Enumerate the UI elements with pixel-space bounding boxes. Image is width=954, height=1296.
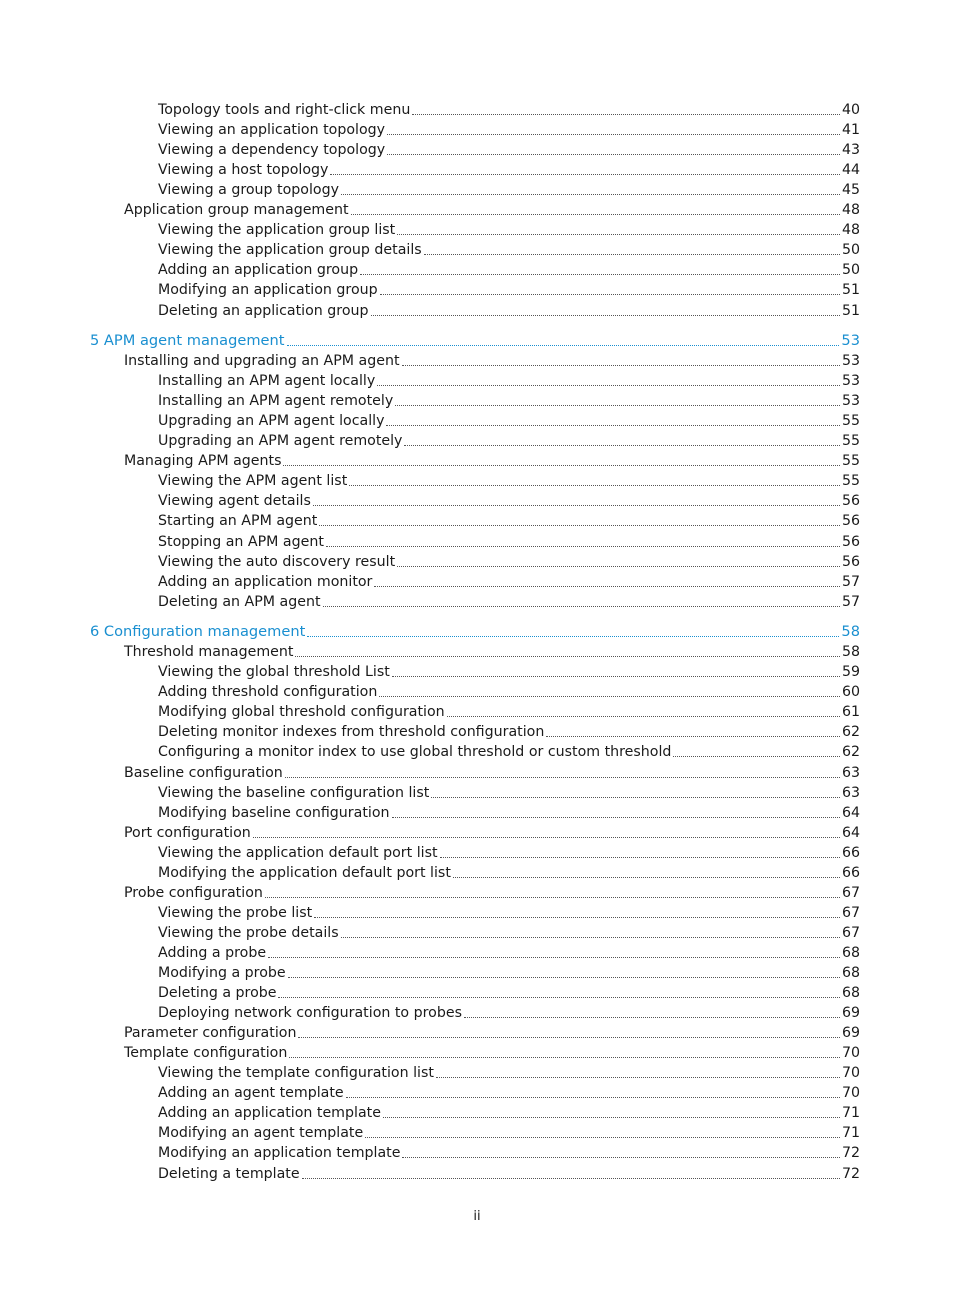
toc-entry[interactable] <box>158 1004 860 1022</box>
toc-entry[interactable] <box>158 573 860 591</box>
dot-leader <box>289 1057 840 1058</box>
toc-entry-title: Installing an APM agent remotely <box>158 393 394 410</box>
dot-leader <box>397 234 840 235</box>
dot-leader <box>380 294 840 295</box>
dot-leader <box>387 154 840 155</box>
toc-entry-page: 41 <box>841 122 860 139</box>
toc-entry-title: Template configuration <box>124 1045 288 1062</box>
dot-leader <box>386 425 839 426</box>
toc-entry-page: 56 <box>841 513 860 530</box>
toc-entry-title: Viewing a dependency topology <box>158 142 386 159</box>
dot-leader <box>436 1077 840 1078</box>
toc-entry-page: 53 <box>841 331 860 349</box>
toc-entry[interactable] <box>124 352 860 370</box>
toc-entry[interactable] <box>158 372 860 390</box>
toc-chapter-entry[interactable] <box>90 332 860 350</box>
dot-leader <box>447 716 840 717</box>
toc-entry[interactable] <box>158 533 860 551</box>
toc-entry-title: Modifying global threshold configuration <box>158 704 445 721</box>
toc-entry-title: Upgrading an APM agent remotely <box>158 433 403 450</box>
toc-entry[interactable] <box>158 924 860 942</box>
dot-leader <box>412 114 840 115</box>
toc-entry-page: 62 <box>841 744 860 761</box>
dot-leader <box>392 817 840 818</box>
toc-entry[interactable] <box>124 452 860 470</box>
toc-entry[interactable] <box>158 512 860 530</box>
dot-leader <box>392 676 840 677</box>
toc-entry[interactable] <box>158 261 860 279</box>
toc-entry-title: Modifying baseline configuration <box>158 804 390 821</box>
toc-entry-title: Stopping an APM agent <box>158 533 324 550</box>
toc-entry-page: 50 <box>841 262 860 279</box>
toc-entry[interactable] <box>158 1104 860 1122</box>
dot-leader <box>374 586 840 587</box>
toc-entry[interactable] <box>158 743 860 761</box>
toc-entry-page: 55 <box>841 473 860 490</box>
toc-entry-title: Viewing the probe list <box>158 904 313 921</box>
toc-entry-page: 51 <box>841 282 860 299</box>
toc-entry[interactable] <box>158 683 860 701</box>
dot-leader <box>319 525 840 526</box>
toc-entry[interactable] <box>158 844 860 862</box>
toc-entry[interactable] <box>124 884 860 902</box>
toc-entry[interactable] <box>158 1084 860 1102</box>
dot-leader <box>323 606 840 607</box>
dot-leader <box>313 505 840 506</box>
dot-leader <box>302 1178 840 1179</box>
toc-entry[interactable] <box>158 964 860 982</box>
toc-entry-page: 70 <box>841 1045 860 1062</box>
toc-entry[interactable] <box>158 1064 860 1082</box>
toc-entry-title: Viewing the baseline configuration list <box>158 784 430 801</box>
toc-entry[interactable] <box>158 723 860 741</box>
toc-entry-title: Installing an APM agent locally <box>158 373 376 390</box>
toc-entry-page: 60 <box>841 684 860 701</box>
dot-leader <box>288 977 840 978</box>
toc-entry-page: 53 <box>841 353 860 370</box>
toc-entry-title: Port configuration <box>124 824 251 841</box>
dot-leader <box>402 1157 839 1158</box>
toc-entry-page: 67 <box>841 924 860 941</box>
toc-entry-title: Viewing the APM agent list <box>158 473 348 490</box>
toc-chapter-entry[interactable] <box>90 623 860 641</box>
dot-leader <box>283 465 839 466</box>
toc-entry-page: 69 <box>841 1005 860 1022</box>
toc-entry-page: 61 <box>841 704 860 721</box>
toc-entry-title: Deleting monitor indexes from threshold configuration <box>158 724 545 741</box>
toc-entry[interactable] <box>158 492 860 510</box>
toc-entry-title: Adding an application monitor <box>158 573 373 590</box>
dot-leader <box>453 877 840 878</box>
toc-entry-title: Viewing a host topology <box>158 162 329 179</box>
dot-leader <box>371 315 840 316</box>
toc-entry-title: Viewing the template configuration list <box>158 1065 434 1082</box>
toc-entry-title: Viewing a group topology <box>158 182 339 199</box>
toc-entry-title: Viewing the probe details <box>158 924 339 941</box>
dot-leader <box>298 1037 840 1038</box>
toc-entry-page: 72 <box>841 1145 860 1162</box>
toc-entry[interactable] <box>158 864 860 882</box>
toc-entry-title: Deleting an APM agent <box>158 593 321 610</box>
toc-entry-title: Adding threshold configuration <box>158 684 378 701</box>
dot-leader <box>295 656 839 657</box>
toc-entry[interactable] <box>158 432 860 450</box>
toc-entry[interactable] <box>124 1024 860 1042</box>
toc-entry-title: Modifying an application template <box>158 1145 401 1162</box>
toc-entry-page: 69 <box>841 1025 860 1042</box>
dot-leader <box>346 1097 840 1098</box>
dot-leader <box>546 736 840 737</box>
toc-entry-page: 57 <box>841 573 860 590</box>
dot-leader <box>349 485 840 486</box>
toc-entry[interactable] <box>158 1144 860 1162</box>
toc-entry-page: 64 <box>841 804 860 821</box>
toc-entry-page: 58 <box>841 622 860 640</box>
dot-leader <box>330 174 840 175</box>
toc-entry[interactable] <box>158 804 860 822</box>
toc-entry[interactable] <box>158 1165 860 1183</box>
toc-entry-title: Adding a probe <box>158 944 267 961</box>
toc-entry-page: 63 <box>841 784 860 801</box>
dot-leader <box>278 997 839 998</box>
toc-entry[interactable] <box>158 302 860 320</box>
toc-entry-title: Deleting a probe <box>158 985 277 1002</box>
toc-entry-title: Modifying a probe <box>158 965 286 981</box>
toc-entry[interactable] <box>158 703 860 721</box>
dot-leader <box>440 857 840 858</box>
toc-entry[interactable] <box>158 663 860 681</box>
toc-entry-title: Application group management <box>124 202 349 219</box>
toc-entry-title: Topology tools and right-click menu <box>158 102 411 118</box>
toc-entry[interactable] <box>158 241 860 259</box>
dot-leader <box>397 566 840 567</box>
toc-entry-page: 56 <box>841 533 860 550</box>
toc-entry[interactable] <box>158 904 860 922</box>
toc-entry-title: Modifying an agent template <box>158 1125 364 1142</box>
toc-entry-page: 50 <box>841 242 860 259</box>
toc-entry[interactable] <box>158 553 860 571</box>
toc-entry[interactable] <box>158 472 860 490</box>
toc-entry[interactable] <box>158 181 860 199</box>
dot-leader <box>265 897 840 898</box>
dot-leader <box>326 546 840 547</box>
toc-entry-title: Probe configuration <box>124 884 263 901</box>
dot-leader <box>431 797 840 798</box>
toc-entry-title: Managing APM agents <box>124 453 282 470</box>
toc-entry-title: Starting an APM agent <box>158 513 318 530</box>
toc-entry-page: 59 <box>841 664 860 681</box>
toc-entry-page: 70 <box>841 1065 860 1082</box>
toc-entry[interactable] <box>124 643 860 661</box>
toc-entry-page: 68 <box>841 944 860 961</box>
dot-leader <box>673 756 840 757</box>
toc-entry-title: 6 Configuration management <box>90 622 306 640</box>
toc-entry-page: 55 <box>841 453 860 470</box>
toc-entry[interactable] <box>158 161 860 179</box>
dot-leader <box>383 1117 840 1118</box>
dot-leader <box>424 254 840 255</box>
toc-entry-title: Viewing the application group list <box>158 222 396 239</box>
toc-entry-title: Adding an application template <box>158 1105 381 1122</box>
toc-entry[interactable] <box>158 784 860 802</box>
toc-entry[interactable] <box>158 593 860 611</box>
toc-entry-title: Deleting an application group <box>158 302 369 319</box>
toc-entry-page: 62 <box>841 724 860 741</box>
toc-entry[interactable] <box>124 764 860 782</box>
toc-entry[interactable] <box>158 141 860 159</box>
toc-entry-title: Deploying network configuration to probes <box>158 1005 462 1022</box>
toc-entry[interactable] <box>158 944 860 962</box>
toc-entry-title: Modifying an application group <box>158 282 378 299</box>
toc-entry[interactable] <box>158 1124 860 1142</box>
dot-leader <box>404 445 839 446</box>
toc-entry-title: Baseline configuration <box>124 764 283 781</box>
toc-entry-title: Parameter configuration <box>124 1025 297 1042</box>
toc-entry[interactable] <box>158 412 860 430</box>
toc-entry-title: Upgrading an APM agent locally <box>158 413 385 430</box>
dot-leader <box>379 696 840 697</box>
toc-entry[interactable] <box>124 1044 860 1062</box>
toc-entry-title: Viewing an application topology <box>158 122 386 139</box>
toc-entry-page: 56 <box>841 493 860 510</box>
dot-leader <box>387 134 840 135</box>
toc-entry-title: Viewing the global threshold List <box>158 664 390 681</box>
dot-leader <box>395 405 840 406</box>
toc-entry[interactable] <box>158 392 860 410</box>
toc-entry-title: Viewing agent details <box>158 493 311 510</box>
toc-entry-page: 70 <box>841 1085 860 1102</box>
toc-entry[interactable] <box>158 221 860 239</box>
toc-entry[interactable] <box>158 121 860 139</box>
toc-entry-title: Viewing the application default port list <box>158 844 438 861</box>
toc-entry-title: Viewing the auto discovery result <box>158 553 396 570</box>
dot-leader <box>464 1017 840 1018</box>
dot-leader <box>285 777 840 778</box>
toc-entry-page: 56 <box>841 553 860 570</box>
toc-entry[interactable] <box>158 101 860 119</box>
dot-leader <box>377 385 840 386</box>
toc-entry-title: Configuring a monitor index to use global threshold or custom threshold <box>158 744 672 761</box>
toc-entry-page: 48 <box>841 202 860 219</box>
toc-entry-page: 72 <box>841 1165 860 1182</box>
toc-entry-title: Modifying the application default port list <box>158 864 451 881</box>
toc-entry-page: 45 <box>841 182 860 199</box>
toc-entry[interactable] <box>158 984 860 1002</box>
toc-entry-page: 71 <box>841 1125 860 1142</box>
dot-leader <box>287 345 840 346</box>
toc-entry-page: 66 <box>841 844 860 861</box>
toc-entry[interactable] <box>124 201 860 219</box>
dot-leader <box>307 636 839 637</box>
toc-entry-page: 68 <box>841 985 860 1002</box>
dot-leader <box>360 274 840 275</box>
toc-entry[interactable] <box>124 824 860 842</box>
toc-entry-title: Installing and upgrading an APM agent <box>124 353 400 370</box>
toc-entry-page: 68 <box>841 965 860 981</box>
toc-entry-page: 67 <box>841 884 860 901</box>
toc-entry-page: 40 <box>841 102 860 118</box>
toc-entry-page: 48 <box>841 222 860 239</box>
toc-entry-page: 64 <box>841 824 860 841</box>
toc-entry-page: 55 <box>841 413 860 430</box>
dot-leader <box>268 957 840 958</box>
toc-entry-page: 57 <box>841 593 860 610</box>
toc-entry-page: 63 <box>841 764 860 781</box>
toc-entry-title: Adding an application group <box>158 262 359 279</box>
toc-entry-page: 53 <box>841 373 860 390</box>
toc-entry-title: Adding an agent template <box>158 1085 344 1102</box>
toc-entry-page: 58 <box>841 644 860 661</box>
page-number: ii <box>473 1209 481 1224</box>
toc-entry-page: 66 <box>841 864 860 881</box>
dot-leader <box>314 917 840 918</box>
toc-entry-title: Threshold management <box>124 644 294 661</box>
toc-entry[interactable] <box>158 281 860 299</box>
toc-entry-title: Viewing the application group details <box>158 242 422 259</box>
dot-leader <box>253 837 840 838</box>
toc-entry-page: 43 <box>841 142 860 159</box>
dot-leader <box>365 1137 840 1138</box>
toc-entry-page: 71 <box>841 1105 860 1122</box>
toc-entry-title: 5 APM agent management <box>90 331 285 349</box>
toc-entry-page: 53 <box>841 393 860 410</box>
toc-entry-page: 55 <box>841 433 860 450</box>
dot-leader <box>341 194 840 195</box>
dot-leader <box>351 214 840 215</box>
toc-entry-page: 67 <box>841 904 860 921</box>
dot-leader <box>341 937 840 938</box>
toc-entry-page: 44 <box>841 162 860 179</box>
dot-leader <box>402 365 840 366</box>
toc-entry-page: 51 <box>841 302 860 319</box>
toc-entry-title: Deleting a template <box>158 1165 300 1182</box>
